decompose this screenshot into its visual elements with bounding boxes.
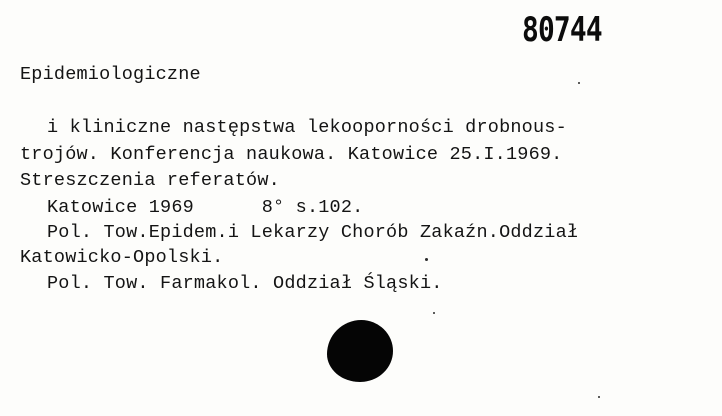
card-heading: Epidemiologiczne xyxy=(20,64,201,85)
ink-speck xyxy=(598,396,600,398)
punch-hole xyxy=(327,320,393,382)
ink-speck xyxy=(578,82,580,84)
call-number: 80744 xyxy=(522,10,602,50)
ink-speck xyxy=(433,312,435,314)
title-line-2: trojów. Konferencja naukowa. Katowice 25.I.1969. xyxy=(20,144,563,165)
ink-speck xyxy=(425,258,428,261)
title-line-1: i kliniczne następstwa lekooporności drobnous- xyxy=(47,117,567,138)
imprint-line: Katowice 1969 8° s.102. xyxy=(47,197,364,218)
publisher-line-3: Pol. Tow. Farmakol. Oddział Śląski. xyxy=(47,273,443,294)
publisher-line-1: Pol. Tow.Epidem.i Lekarzy Chorób Zakaźn.Oddział xyxy=(47,222,579,243)
title-line-3: Streszczenia referatów. xyxy=(20,170,280,191)
publisher-line-2: Katowicko-Opolski. xyxy=(20,247,224,268)
